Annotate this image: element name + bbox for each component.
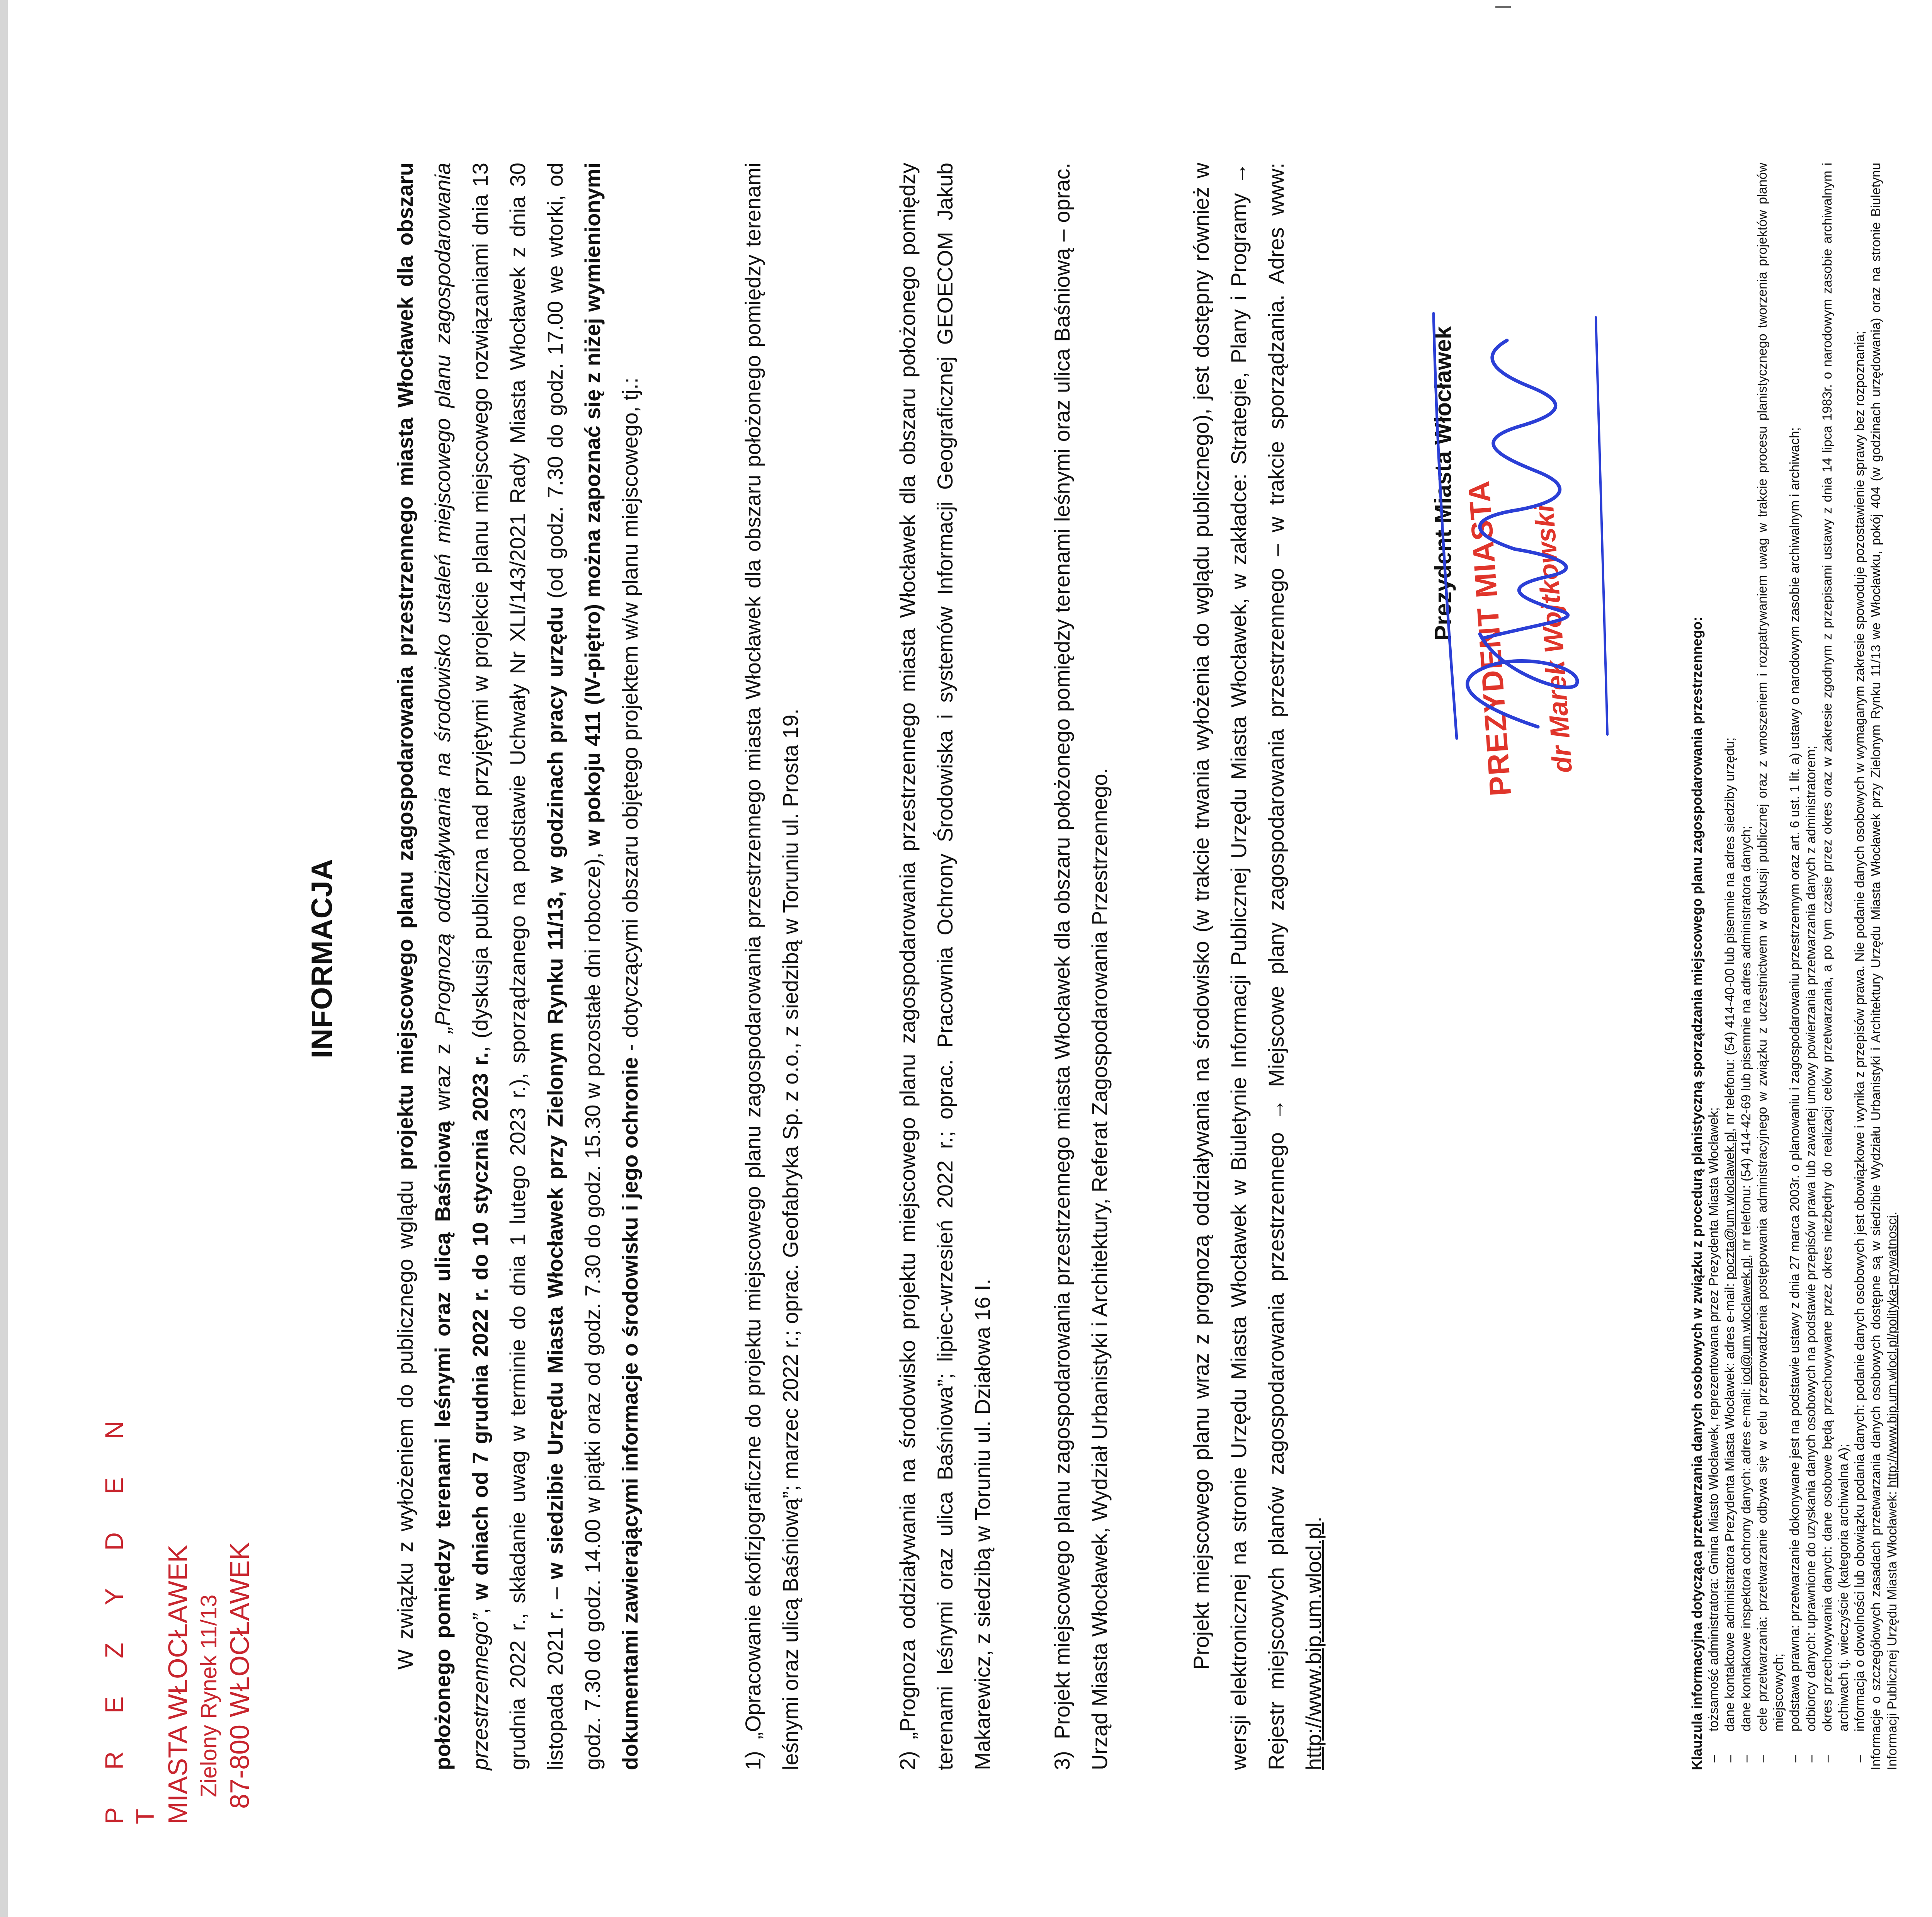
intro-room: w pokoju 411 (IV-piętro) można zapoznać się z niżej wymienionymi dokumentami zawierającymi informacje o środowisku i jego ochronie xyxy=(580,163,642,1770)
intro-text-11: - dotyczącymi obszaru objętego projektem w/w planu miejscowego, tj.: xyxy=(618,378,642,1057)
clause-item xyxy=(1738,163,1754,1770)
clause-item-text: dane kontaktowe administratora Prezydenta Miasta Włocławek: adres e-mail: xyxy=(1723,1279,1737,1732)
scan-artifact xyxy=(1495,6,1511,8)
clause-item-text: , nr telefonu: (54) 414-42-69 lub pisemnie na adres administratora danych; xyxy=(1739,825,1753,1258)
clause-item-text: dane kontaktowe inspektora ochrony danych: adres e-mail: xyxy=(1739,1385,1753,1732)
intro-forecast-name: „Prognozą oddziaływania na środowisko ustaleń miejscowego planu zagospodarowania przestrzennego” xyxy=(430,163,492,1770)
clause-item xyxy=(1819,163,1852,1770)
clause-item-text: tożsamość administratora: Gmina Miasto Włocławek, reprezentowana przez Prezydenta Miasta Włocławek; xyxy=(1706,1107,1721,1732)
letterhead-line-2: MIASTA WŁOCŁAWEK xyxy=(163,1544,193,1824)
clause-item xyxy=(1754,163,1787,1770)
clause-item xyxy=(1803,163,1819,1770)
stamp-title: PREZYDENT MIASTA xyxy=(1461,479,1518,798)
intro-text-3: wraz z xyxy=(430,1033,455,1121)
list-item-text: Projekt miejscowego planu zagospodarowania przestrzennego miasta Włocławek dla obszaru położonego pomiędzy terenami leśnymi oraz ulica Baśniową – oprac. Urząd Miasta Włocławek, Wydział Urbanistyki i Architektury, Referat Zagospodarowania Przestrzennego. xyxy=(1050,163,1112,1770)
clause-footer-text: Informacje o szczegółowych zasadach przetwarzania danych osobowych dostępne są w siedzibie Wydziału Urbanistyki i Architektury Urzędu Miasta Włocławek przy Zielonym Rynku 11/13 we Włocławku, pokój 404 (w godzinach urzędowania) oraz na stronie Biuletynu Informacji Publicznej Urzędu Miasta Włocławek: xyxy=(1869,163,1900,1770)
bip-link[interactable]: http://www.bip.um.wlocl.pl xyxy=(1301,1522,1326,1770)
clause-item-text: , nr telefonu: (54) 414-40-00 lub pisemnie na adres siedziby urzędu; xyxy=(1723,737,1737,1132)
clause-item xyxy=(1706,163,1722,1770)
letterhead-line-3: Zielony Rynek 11/13 xyxy=(196,1594,221,1797)
list-item xyxy=(889,163,1001,1770)
availability-text: Projekt miejscowego planu wraz z prognozą oddziaływania na środowisko (w trakcie trwania wyłożenia do wglądu publicznego), jest dostępny również w wersji elektronicznej na stronie Urzędu Miasta Włocławek w Biuletynie Informacji Publicznej Urzędu Miasta Włocławek, w zakładce: Strategie, Plany i Programy → Rejestr miejscowych planów zagospodarowania przestrzennego → Miejscowe plany zagospodarowania przestrzennego – w trakcie sporządzania. Adres www: xyxy=(1189,163,1288,1770)
list-item-number: 2) xyxy=(895,1751,920,1770)
letterhead xyxy=(99,1399,256,1824)
document-title: INFORMACJA xyxy=(306,859,338,1058)
letterhead-line-4: 87-800 WŁOCŁAWEK xyxy=(224,1542,255,1809)
clause-item xyxy=(1722,163,1738,1770)
clause-item xyxy=(1852,163,1868,1770)
list-item-text: „Opracowanie ekofizjograficzne do projektu miejscowego planu zagospodarowania przestrzennego miasta Włocławek dla obszaru położonego pomiędzy terenami leśnymi oraz ulicą Baśniową”; marzec 2022 r.; oprac. Geofabryka Sp. z o.o., z siedzibą w Toruniu ul. Prosta 19. xyxy=(741,163,803,1770)
intro-location: w siedzibie Urzędu Miasta Włocławek przy Zielonym Rynku 11/13, w godzinach pracy urzędu xyxy=(543,606,567,1580)
iod-email-link[interactable]: iod@um.wloclawek.pl xyxy=(1739,1258,1753,1385)
privacy-policy-link[interactable]: http://www.bip.um.wlocl.pl/polityka-prywatnosci xyxy=(1885,1215,1900,1488)
clause-footer xyxy=(1868,163,1900,1770)
intro-plan-name: projektu miejscowego planu zagospodarowania przestrzennego miasta Włocławek dla obszaru położonego pomiędzy terenami leśnymi oraz ulicą Baśniową xyxy=(393,163,455,1770)
clause-footer-end: . xyxy=(1885,1211,1900,1215)
intro-paragraph xyxy=(386,163,649,1770)
intro-text-7: , (dyskusja publiczna nad przyjętymi w projekcie planu miejscowego rozwiązaniami dnia 13 grudnia 2022 r., składanie uwag w terminie do dnia 1 lutego 2023 r.), sporządzanego na podstawie Uchwały Nr XLI/143/2021 Rady Miasta Włocławek z dnia 30 listopada 2021 r. – xyxy=(468,163,567,1770)
list-item xyxy=(734,163,809,1770)
privacy-clause xyxy=(1689,163,1900,1770)
list-item-number: 1) xyxy=(741,1751,765,1770)
clause-item-text: cele przetwarzania: przetwarzanie odbywa się w celu przeprowadzenia postępowania administracyjnego w związku z uczestnictwem w dyskusji publicznej oraz z wnoszeniem i rozpatrywaniem uwag w trakcie procesu planistycznego tworzenia projektów planów miejscowych; xyxy=(1755,163,1786,1732)
clause-item-text: odbiorcy danych: uprawnione do uzyskania danych osobowych na podstawie przepisów prawa lub zawartej umowy powierzania przetwarzania danych z administratorem; xyxy=(1804,745,1818,1732)
availability-end: . xyxy=(1301,1516,1326,1522)
handwritten-signature xyxy=(1422,302,1623,750)
scan-edge xyxy=(0,0,8,1917)
stamp-name: dr Marek Wojtkowski xyxy=(1529,504,1578,774)
list-item-text: „Prognoza oddziaływania na środowisko projektu miejscowego planu zagospodarowania przestrzennego miasta Włocławek dla obszaru położonego pomiędzy terenami leśnymi oraz ulica Baśniowa”; lipiec-wrzesień 2022 r.; oprac. Pracownia Ochrony Środowiska i systemów Informacji Geograficznej GEOECOM Jakub Makarewicz, z siedzibą w Toruniu ul. Działowa 16 I. xyxy=(895,163,995,1770)
clause-item-text: informacja o dowolności lub obowiązku podania danych: podanie danych osobowych jest obowiązkowe i wynika z przepisów prawa. Nie podanie danych osobowych w wymaganym zakresie spowoduje pozostawienie sprawy bez rozpoznania; xyxy=(1852,331,1867,1732)
list-item xyxy=(1043,163,1118,1770)
clause-item-text: podstawa prawna: przetwarzanie dokonywane jest na podstawie ustawy z dnia 27 marca 2003r. o planowaniu i zagospodarowaniu przestrzennym oraz art. 6 ust. 1 lit. a) ustawy o narodowym zasobie archiwalnym i archiwach; xyxy=(1787,427,1802,1732)
intro-dates: w dniach od 7 grudnia 2022 r. do 10 stycznia 2023 r. xyxy=(468,1052,492,1600)
list-item-number: 3) xyxy=(1050,1751,1074,1770)
clause-item-text: okres przechowywania danych: dane osobowe będą przechowywane przez okres niezbędny do realizacji celów przetwarzania, a po tym czasie przez okres oraz w zakresie zgodnym z przepisami ustawy z dnia 14 lipca 1983r. o narodowym zasobie archiwalnym i archiwach tj. wieczyście (kategoria archiwalna A); xyxy=(1820,163,1851,1732)
clause-item xyxy=(1787,163,1803,1770)
clause-title: Klauzula informacyjna dotycząca przetwarzania danych osobowych w związku z procedurą planistyczną sporządzania miejscowego planu zagospodarowania przestrzennego: xyxy=(1689,617,1705,1770)
availability-paragraph xyxy=(1182,163,1332,1770)
signatory-title: Prezydent Miasta Włocławek xyxy=(1430,326,1456,641)
intro-text-1: W związku z wyłożeniem do publicznego wglądu xyxy=(393,1170,417,1670)
intro-hours: (od godz. 7.30 do godz. 17.00 we wtorki, od godz. 7.30 do godz. 14.00 w piątki oraz od godz. 7.30 do godz. 15.30 w pozostałe dni robocze), xyxy=(543,163,605,1770)
intro-text-5: , xyxy=(468,1600,492,1614)
letterhead-line-1: P R E Z Y D E N T xyxy=(100,1405,159,1824)
admin-email-link[interactable]: poczta@um.wloclawek.pl xyxy=(1723,1132,1737,1280)
